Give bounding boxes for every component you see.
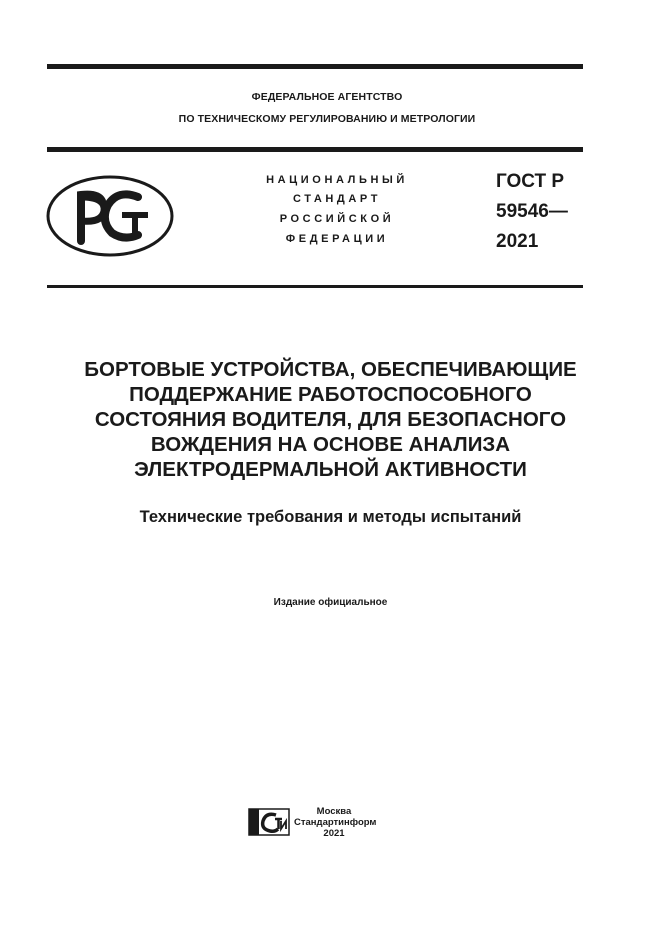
title-line-2: ПОДДЕРЖАНИЕ РАБОТОСПОСОБНОГО	[129, 383, 532, 406]
standard-type-line-2: СТАНДАРТ	[292, 193, 382, 205]
title-line-3: СОСТОЯНИЯ ВОДИТЕЛЯ, ДЛЯ БЕЗОПАСНОГО	[94, 408, 567, 431]
designation-line-1: ГОСТ Р	[496, 171, 565, 192]
title-line-5: ЭЛЕКТРОДЕРМАЛЬНОЙ АКТИВНОСТИ	[134, 458, 527, 481]
edition-label: Издание официальное	[273, 597, 388, 608]
standard-type-line-1: НАЦИОНАЛЬНЫЙ	[266, 174, 408, 186]
top-rule	[47, 64, 583, 69]
title-line-1: БОРТОВЫЕ УСТРОЙСТВА, ОБЕСПЕЧИВАЮЩИЕ	[84, 358, 577, 381]
standard-type-line-3: РОССИЙСКОЙ	[279, 213, 395, 225]
publisher-year: 2021	[323, 828, 345, 839]
rst-certification-mark-icon	[46, 175, 174, 257]
agency-name-line-2: ПО ТЕХНИЧЕСКОМУ РЕГУЛИРОВАНИЮ И МЕТРОЛОГИИ	[178, 113, 476, 125]
designation-line-3: 2021	[496, 231, 539, 252]
publisher-city: Москва	[316, 806, 352, 817]
standartinform-logo-icon	[248, 808, 290, 836]
agency-name-line-1: ФЕДЕРАЛЬНОЕ АГЕНТСТВО	[251, 91, 403, 103]
designation-line-2: 59546—	[496, 201, 568, 222]
bottom-rule	[47, 285, 583, 288]
standard-type-line-4: ФЕДЕРАЦИИ	[285, 233, 389, 245]
publisher-name: Стандартинформ	[294, 817, 377, 828]
middle-rule	[47, 147, 583, 152]
title-line-4: ВОЖДЕНИЯ НА ОСНОВЕ АНАЛИЗА	[150, 433, 511, 456]
subtitle: Технические требования и методы испытаний	[139, 508, 522, 526]
